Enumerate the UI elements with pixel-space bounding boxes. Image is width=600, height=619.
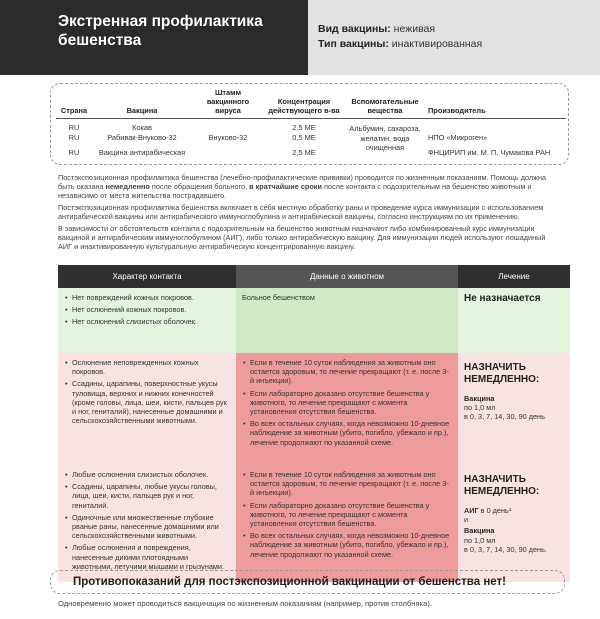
animal-cell: Больное бешенством xyxy=(236,288,458,353)
page-header xyxy=(0,0,600,75)
treatment-cell xyxy=(458,465,570,582)
table-row xyxy=(58,353,570,465)
col-concentration: Концентрация действующего в-ва xyxy=(264,86,344,119)
dose: по 1,0 мл xyxy=(464,403,496,413)
paragraph-3: В зависимости от обстоятельств контакта с подозрительным на бешенство животным назначают либо комбинированный курс иммунизации вакциной и антирабическим иммуноглобулином (АИГ), либо только антирабическую вакцину. Для иммунизации людей используют лошадиный АИГ и инактивированную культуральную антирабическую концентрированную вакцину. xyxy=(58,224,546,252)
col-excipients: Вспомогательные вещества xyxy=(344,86,426,119)
col-treatment: Лечение xyxy=(498,272,530,281)
col-animal: Данные о животном xyxy=(236,265,458,288)
treatment-table-header xyxy=(58,265,570,288)
vaccine-kind-block xyxy=(308,0,600,75)
col-vaccine: Вакцина xyxy=(92,86,192,119)
vaccine-table xyxy=(56,86,566,158)
table-row: RU Кокав 2,5 МЕ Альбумин, сахароза, желатин, вода очищенная xyxy=(68,123,421,152)
vaccine-label: Вакцина xyxy=(464,526,495,536)
schedule: в 0, 3, 7, 14, 30, 90 день. xyxy=(464,544,547,554)
col-country: Страна xyxy=(56,86,92,119)
table-row: RU Вакцина антирабическая 2,5 МЕ ФНЦИРИП им. М. П. Чумакова РАН xyxy=(68,148,551,157)
table-row xyxy=(58,465,570,582)
schedule: в 0, 3, 7, 14, 30, 90 день xyxy=(464,412,545,422)
treatment-cell xyxy=(458,353,570,465)
contact-cell: • Ослюнение неповрежденных кожных покровов. • Ссадины, царапины, поверхностные укусы туловища, верхних и нижних конечностей (кроме головы, лица, шеи, кисти, пальцев рук и ног, гениталий), нанесенные домашними и сельскохозяйственными животными. xyxy=(58,353,236,465)
page-title: Экстренная профилактика бешенства xyxy=(58,13,263,49)
table-row: RU Рабивак-Внуково-32 Внуково-32 0,5 МЕ НПО «Микроген» xyxy=(68,132,488,142)
treatment-table xyxy=(58,265,570,582)
vaccine-table-header xyxy=(56,86,566,119)
paragraph-2: Постэкспозиционная профилактика бешенства включает в себя местную обработку раны и проведение курса иммунизации с использованием антирабической вакцины или антирабического иммуноглобулина и антирабической вакцины, согласно инструкциям по их применению. xyxy=(58,203,544,222)
dose: по 1,0 мл xyxy=(464,535,496,545)
contact-cell: • Нет повреждений кожных покровов. • Нет ослюнений кожных покровов. • Нет ослюнений слизистых оболочек. xyxy=(58,288,236,353)
vaccine-label: Вакцина xyxy=(464,394,495,403)
col-maker: Производитель xyxy=(426,86,566,119)
contact-cell: • Любые ослюнения слизистых оболочек. • Ссадины, царапины, любые укусы головы, лица, шеи, кисти, пальцев рук и ног, гениталий. • Одиночные или множественные глубокие рваные раны, нанесенные домашними или сельскохозяйственными животными. • Любые ослюнения и повреждения, нанесенные дикими плотоядными животными, летучими мышами и грызунами. xyxy=(58,465,236,582)
animal-cell: • Если в течение 10 суток наблюдения за животным оно остается здоровым, то лечение прекращают (т. е. после 3-й инъекции). • Если лабораторно доказано отсутствие бешенства у животного, то лечение прекращают с момента установления отсутствия бешенства. • Во всех остальных случаях, когда невозможно 10-дневное наблюдение за животным (убито, погибло, убежало и пр.), лечение продолжают по указанной схеме. xyxy=(236,465,458,582)
footer-note: Одновременно может проводиться вакцинация по жизненным показаниям (например, против столбняка). xyxy=(58,599,432,608)
aig-line: АИГ в 0 день¹ xyxy=(464,506,512,515)
assign-now: НАЗНАЧИТЬ НЕМЕДЛЕННО: xyxy=(464,474,540,497)
assign-now: НАЗНАЧИТЬ НЕМЕДЛЕННО: xyxy=(464,362,540,385)
treatment-cell xyxy=(458,288,570,353)
vaccine-type-line: Тип вакцины: инактивированная xyxy=(318,38,483,50)
table-row xyxy=(58,288,570,353)
vaccine-kind-line: Вид вакцины: неживая xyxy=(318,23,436,35)
col-strain: Штамм вакцинного вируса xyxy=(192,86,264,119)
title-block xyxy=(0,0,308,75)
col-contact: Характер контакта xyxy=(112,272,182,281)
animal-cell: • Если в течение 10 суток наблюдения за животным оно остается здоровым, то лечение прекращают (т. е. после 3-й инъекции). • Если лабораторно доказано отсутствие бешенства у животного, то лечение прекращают с момента установления отсутствия бешенства. • Во всех остальных случаях, когда невозможно 10-дневное наблюдение за животным (убито, погибло, убежало и пр.), лечение продолжают по указанной схеме. xyxy=(236,353,458,465)
and-word: и xyxy=(464,515,469,525)
no-treatment: Не назначается xyxy=(464,293,541,304)
contraindication-banner: Противопоказаний для постэкспозиционной вакцинации от бешенства нет! xyxy=(50,570,565,594)
paragraph-1: Постэкспозиционная профилактика бешенства (лечебно-профилактические прививки) проводится по жизненным показаниям. Помощь должна быть оказана немедленно после обращения больного, в кратчайшие сроки после контакта с подозрительным на бешенство животным и независимо от места жительства пострадавшего. xyxy=(58,173,547,201)
